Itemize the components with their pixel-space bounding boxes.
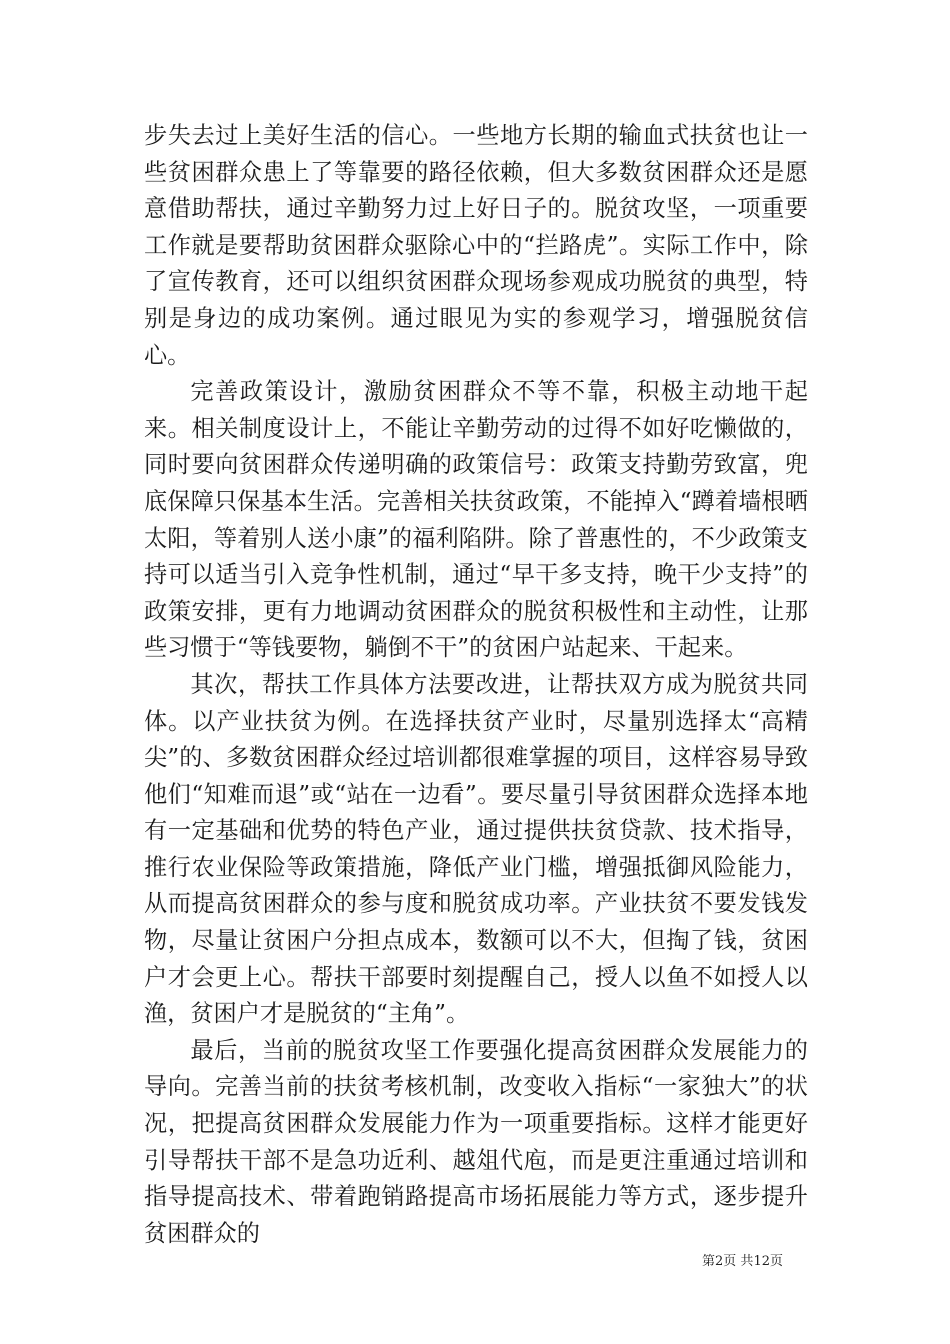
footer-total-pages: 12 — [753, 1254, 770, 1269]
paragraph-2: 完善政策设计，激励贫困群众不等不靠，积极主动地干起来。相关制度设计上，不能让辛勤劳动的过得不如好吃懒做的，同时要向贫困群众传递明确的政策信号：政策支持勤劳致富，兜底保障只保基本生活。完善相关扶贫政策，不能掉入“蹲着墙根晒太阳，等着别人送小康”的福利陷阱。除了普惠性的，不少政策支持可以适当引入竞争性机制，通过“早干多支持，晚干少支持”的政策安排，更有力地调动贫困群众的脱贫积极性和主动性，让那些习惯于“等钱要物，躺倒不干”的贫困户站起来、干起来。 — [144, 378, 808, 662]
document-body — [144, 118, 808, 1252]
paragraph-4: 最后，当前的脱贫攻坚工作要强化提高贫困群众发展能力的导向。完善当前的扶贫考核机制，改变收入指标“一家独大”的状况，把提高贫困群众发展能力作为一项重要指标。这样才能更好引导帮扶干部不是急功近利、越俎代庖，而是更注重通过培训和指导提高技术、带着跑销路提高市场拓展能力等方式，逐步提升贫困群众的 — [144, 1036, 808, 1247]
footer-suffix: 页 — [769, 1254, 783, 1269]
footer-prefix: 第 — [702, 1254, 716, 1269]
footer-page-number: 2 — [715, 1254, 724, 1269]
paragraph-1: 步失去过上美好生活的信心。一些地方长期的输血式扶贫也让一些贫困群众患上了等靠要的路径依赖，但大多数贫困群众还是愿意借助帮扶，通过辛勤努力过上好日子的。脱贫攻坚，一项重要工作就是要帮助贫困群众驱除心中的“拦路虎”。实际工作中，除了宣传教育，还可以组织贫困群众现场参观成功脱贫的典型，特别是身边的成功案例。通过眼见为实的参观学习，增强脱贫信心。 — [144, 122, 808, 369]
paragraph-3: 其次，帮扶工作具体方法要改进，让帮扶双方成为脱贫共同体。以产业扶贫为例。在选择扶贫产业时，尽量别选择太“高精尖”的、多数贫困群众经过培训都很难掌握的项目，这样容易导致他们“知难而退”或“站在一边看”。要尽量引导贫困群众选择本地有一定基础和优势的特色产业，通过提供扶贫贷款、技术指导，推行农业保险等政策措施，降低产业门槛，增强抵御风险能力，从而提高贫困群众的参与度和脱贫成功率。产业扶贫不要发钱发物，尽量让贫困户分担点成本，数额可以不大，但掏了钱，贫困户才会更上心。帮扶干部要时刻提醒自己，授人以鱼不如授人以渔，贫困户才是脱贫的“主角”。 — [144, 670, 808, 1028]
footer-middle: 页 共 — [723, 1254, 754, 1269]
page-footer — [702, 1250, 783, 1269]
